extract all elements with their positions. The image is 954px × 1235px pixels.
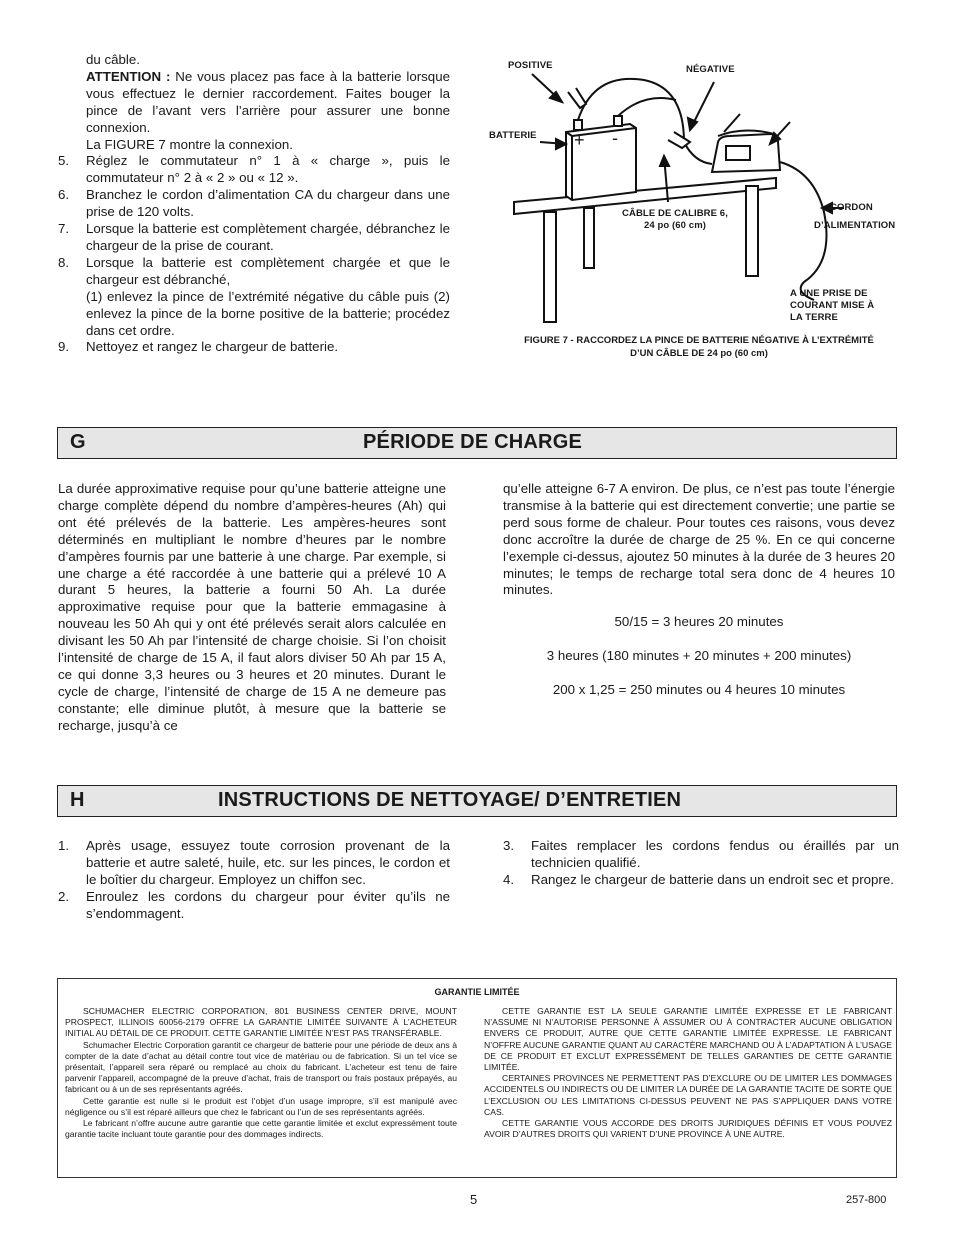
warranty-title: GARANTIE LIMITÉE	[434, 987, 520, 997]
section-h-header	[57, 785, 897, 817]
list-item: 3. Faites remplacer les cordons fendus ou éraillés par un technicien qualifié.	[503, 838, 899, 870]
equation-1: 50/15 = 3 heures 20 minutes	[614, 614, 784, 629]
section-g-right-text: qu’elle atteigne 6-7 A environ. De plus, ce n’est pas toute l’énergie transmise à la batterie qui est directement convertie; une partie se perd sous forme de chaleur. Pour toutes ces raisons, vous devez donc accroître la durée de charge de 25 %. En ce qui concerne l’exemple ci-dessus, ajoutez 50 minutes à la durée de 3 heures 20 minutes; le temps de recharge total sera donc de 4 heures 10 minutes.	[503, 481, 895, 598]
list-item: 8. Lorsque la batterie est complètement chargée et que le chargeur est débranché, (1) enlevez la pince de l’extrémité négative du câble puis (2) enlevez la pince de la borne positive de la batterie; procédez dans cet ordre.	[58, 254, 450, 338]
section-h-left-list	[58, 838, 450, 923]
continued-line: du câble.	[86, 52, 140, 67]
label-positive: POSITIVE	[508, 60, 553, 71]
minus-sign: -	[612, 128, 618, 148]
equation-2: 3 heures (180 minutes + 20 minutes + 200 minutes)	[546, 648, 852, 663]
label-prise: A UNE PRISE DE COURANT MISE À LA TERRE	[790, 288, 875, 323]
figure-caption: FIGURE 7 - RACCORDEZ LA PINCE DE BATTERIE NÉGATIVE À L’EXTRÉMITÉ D’UN CÂBLE DE 24 po (60 cm)	[524, 335, 874, 359]
label-batterie: BATTERIE	[489, 130, 537, 141]
page-number: 5	[470, 1192, 478, 1207]
label-cordon-2: D’ALIMENTATION	[814, 220, 896, 231]
document-code: 257-800	[846, 1194, 887, 1206]
section-title: INSTRUCTIONS DE NETTOYAGE/ D’ENTRETIEN	[218, 789, 682, 811]
figure-reference: La FIGURE 7 montre la connexion.	[86, 136, 293, 152]
warranty-right-column: CETTE GARANTIE EST LA SEULE GARANTIE LIMITÉE EXPRESSE ET LE FABRICANT N’ASSUME NI N’AUTORISE PERSONNE À ASSUMER OU À CONTRACTER AUCUNE OBLIGATION ENVERS CE PRODUIT, AUTRE QUE CETTE GARANTIE LIMITÉE EXPRESSE. LE FABRICANT N’OFFRE AUCUNE GARANTIE QUANT AU CARACTÈRE MARCHAND OU À L’ADAPTATION À L’USAGE DE CE PRODUIT ET EXCLUT EXPRESSÉMENT DE TELLES GARANTIES DE CETTE GARANTIE LIMITÉE. CERTAINES PROVINCES NE PERMETTENT PAS D’EXCLURE OU DE LIMITER LES DOMMAGES ACCIDENTELS OU INDIRECTS OU DE LIMITER LA DURÉE DE LA GARANTIE TACITE DE SORTE QUE L’EXCLUSION OU LES LIMITATIONS CI-DESSUS PEUVENT NE PAS S’APPLIQUER DANS VOTRE CAS. CETTE GARANTIE VOUS ACCORDE DES DROITS JURIDIQUES DÉFINIS ET VOUS POUVEZ AVOIR D’AUTRES DROITS QUI VARIENT D’UNE PROVINCE À UNE AUTRE.	[484, 1006, 892, 1140]
section-g-left-text: La durée approximative requise pour qu’une batterie atteigne une charge complète dépend du nombre d’ampères-heures (Ah) qui ont été prélevés de la batterie. Les ampères-heures sont déterminés en multipliant le nombre d’heures par le nombre d’ampères fournis par une batterie à une charge. Par exemple, si une charge a été raccordée à une batterie qui a prélevé 10 A durant 5 heures, la batterie a fourni 50 Ah. La durée approximative requise pour que la batterie emmagasine à nouveau les 50 Ah qui y ont été prélevés serait alors calculée en divisant les 50 Ah par l’intensité de charge choisie. Si l’on choisit l’intensité de charge de 15 A, il faut alors diviser 50 Ah par 15 A, ce qui donne 3,3 heures ou 3 heures et 20 minutes. Durant le cycle de charge, l’intensité de charge de 15 A ne demeure pas constante; elle diminue plutôt, à mesure que la batterie se recharge, jusqu’à ce	[58, 481, 446, 733]
instruction-list-continued	[58, 52, 450, 356]
attention-label: ATTENTION :	[86, 68, 171, 84]
limited-warranty-box	[57, 978, 897, 1178]
attention-note	[58, 69, 450, 137]
figure-7-connection-diagram	[484, 52, 914, 367]
section-letter: H	[70, 789, 85, 811]
section-g-header	[57, 427, 897, 459]
list-item: 7. Lorsque la batterie est complètement chargée, débranchez le chargeur de la prise de courant.	[58, 221, 450, 253]
section-letter: G	[70, 431, 86, 453]
list-item: 1. Après usage, essuyez toute corrosion provenant de la batterie et autre saleté, huile, etc. sur les pinces, le cordon et le boîtier du chargeur. Employez un chiffon sec.	[58, 838, 450, 887]
attention-text: Ne vous placez pas face à la batterie lorsque vous effectuez le dernier raccordement. Faites bouger la pince de l’avant vers l’arrière pour assurer une bonne connexion.	[86, 68, 450, 135]
warranty-left-column: SCHUMACHER ELECTRIC CORPORATION, 801 BUSINESS CENTER DRIVE, MOUNT PROSPECT, ILLINOIS 60056-2179 OFFRE LA GARANTIE LIMITÉE SUIVANTE À L’ACHETEUR INITIAL AU DÉTAIL DE CE PRODUIT. CETTE GARANTIE LIMITÉE N’EST PAS TRANSFÉRABLE. Schumacher Electric Corporation garantit ce chargeur de batterie pour une période de deux ans à compter de la date d’achat au détail contre tout vice de matériau ou de fabrication. Si un tel vice se présentait, l’appareil sera réparé ou remplacé au choix du fabricant. L’acheteur est tenu de faire parvenir l’appareil, accompagné de la preuve d’achat, frais de transport ou frais postaux prépayés, au fabricant ou à un de ses représentants agréés. Cette garantie est nulle si le produit est l’objet d’un usage impropre, s’il est manipulé avec négligence ou s’il est réparé ailleurs que chez le fabricant ou l’un de ses représentants agréés. Le fabricant n’offre aucune autre garantie que cette garantie limitée et exclut expressément toute garantie tacite incluant toute garantie pour des dommages indirects.	[65, 1006, 457, 1140]
section-title: PÉRIODE DE CHARGE	[363, 431, 582, 453]
list-item: 2. Enroulez les cordons du chargeur pour éviter qu’ils ne s’endommagent.	[58, 888, 450, 921]
equation-3: 200 x 1,25 = 250 minutes ou 4 heures 10 minutes	[552, 682, 846, 697]
list-item: 6. Branchez le cordon d’alimentation CA du chargeur dans une prise de 120 volts.	[58, 187, 450, 220]
list-item: 5. Réglez le commutateur n° 1 à « charge », puis le commutateur n° 2 à « 2 » ou « 12 ».	[58, 153, 450, 186]
label-negative: NÉGATIVE	[686, 64, 735, 75]
list-item: 4. Rangez le chargeur de batterie dans un endroit sec et propre.	[503, 871, 894, 887]
label-cable: CÂBLE DE CALIBRE 6, 24 po (60 cm)	[622, 208, 728, 231]
list-item: 9. Nettoyez et rangez le chargeur de batterie.	[58, 339, 339, 355]
label-cordon: CORDON	[830, 202, 873, 213]
plus-sign: +	[574, 130, 585, 150]
list-subitems: (1) enlevez la pince de l’extrémité négative du câble puis (2) enlevez la pince de la borne positive de la batterie; procédez dans cet ordre.	[86, 288, 450, 338]
section-h-right-list	[503, 838, 899, 889]
